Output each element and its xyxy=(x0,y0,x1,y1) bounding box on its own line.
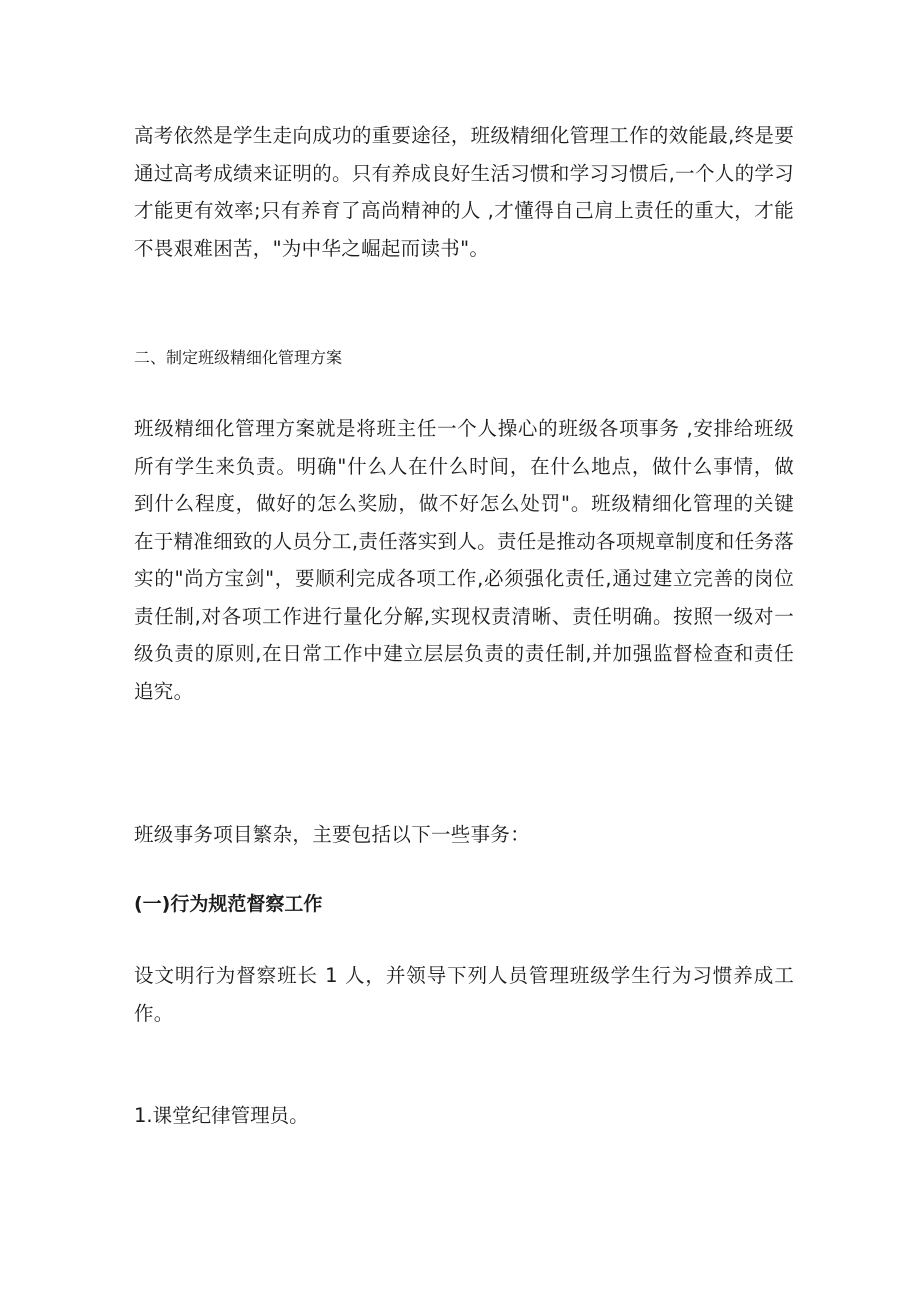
setup-paragraph: 设文明行为督察班长 1 人，并领导下列人员管理班级学生行为习惯养成工作。 xyxy=(134,964,794,1025)
items-paragraph: 班级事务项目繁杂，主要包括以下一些事务： xyxy=(134,823,531,846)
behavior-subheading: (一)行为规范督察工作 xyxy=(134,893,323,915)
intro-paragraph: 高考依然是学生走向成功的重要途径，班级精细化管理工作的效能最,终是要通过高考成绩来证明的。只有养成良好生活习惯和学习习惯后,一个人的学习才能更有效率;只有养育了高尚精神的人 ,才懂得自己肩上责任的重大，才能不畏艰难困苦，"为中华之崛起而读书"。 xyxy=(134,124,794,260)
list-item: 1.课堂纪律管理员。 xyxy=(134,1104,309,1127)
section-heading: 二、制定班级精细化管理方案 xyxy=(134,348,343,367)
scheme-paragraph: 班级精细化管理方案就是将班主任一个人操心的班级各项事务 ,安排给班级所有学生来负责。明确"什么人在什么时间，在什么地点，做什么事情，做到什么程度，做好的怎么奖励，做不好怎么处罚"。班级精细化管理的关键在于精准细致的人员分工,责任落实到人。责任是推动各项规章制度和任务落实的"尚方宝剑"，要顺利完成各项工作,必须强化责任,通过建立完善的岗位责任制,对各项工作进行量化分解,实现权责清晰、责任明确。按照一级对一级负责的原则,在日常工作中建立层层负责的责任制,并加强监督检查和责任追究。 xyxy=(134,417,794,703)
